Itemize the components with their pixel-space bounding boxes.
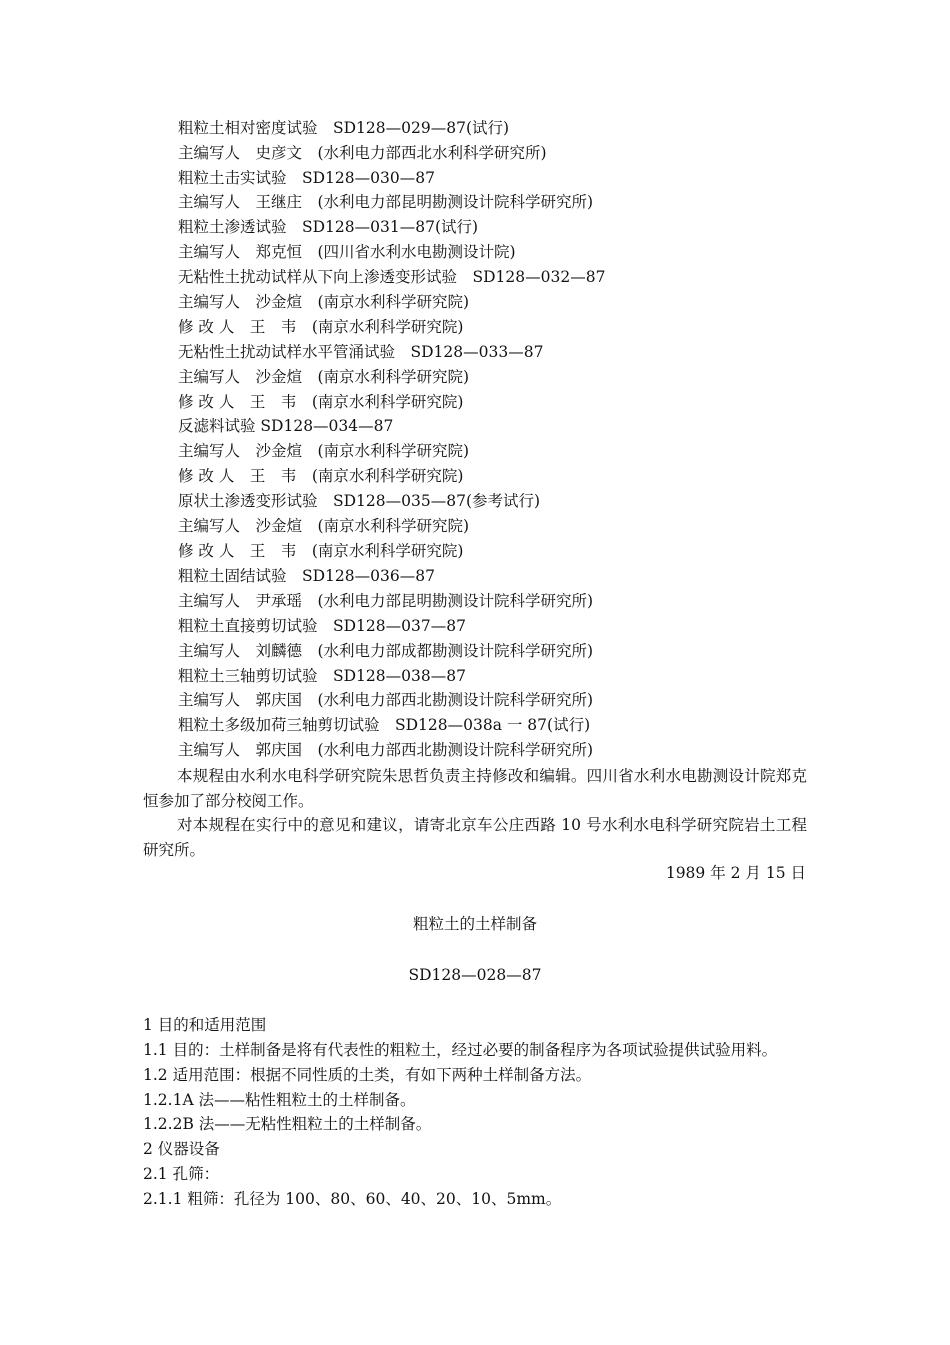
credit-line: 反滤料试验 SD128—034—87: [178, 417, 394, 435]
heading-purpose: 1 目的和适用范围: [143, 1016, 267, 1034]
clause-line: 1.2.1A 法——粘性粗粒土的土样制备。: [143, 1091, 416, 1109]
credit-line: 主编写人 沙金煊 (南京水利科学研究院): [178, 442, 470, 460]
editor-paragraph: 本规程由水利水电科学研究院朱思哲负责主持修改和编辑。四川省水利水电勘测设计院郑克恒参加了部分校阅工作。: [143, 767, 807, 810]
credit-line: 主编写人 尹承瑶 (水利电力部昆明勘测设计院科学研究所): [178, 592, 594, 610]
credit-line: 原状土渗透变形试验 SD128—035—87(参考试行): [178, 492, 541, 510]
section-code: SD128—028—87: [408, 966, 542, 984]
credit-line: 主编写人 郭庆国 (水利电力部西北勘测设计院科学研究所): [178, 741, 594, 759]
document-date: 1989 年 2 月 15 日: [665, 864, 806, 882]
credit-line: 主编写人 王继庄 (水利电力部昆明勘测设计院科学研究所): [178, 193, 594, 211]
clause-line: 1.2 适用范围：根据不同性质的土类，有如下两种土样制备方法。: [143, 1066, 592, 1084]
clause-line: 1.2.2B 法——无粘性粗粒土的土样制备。: [143, 1115, 432, 1133]
credit-line: 主编写人 郑克恒 (四川省水利水电勘测设计院): [178, 243, 516, 261]
feedback-paragraph: 对本规程在实行中的意见和建议，请寄北京车公庄西路 10 号水利水电科学研究院岩土工程研究所。: [143, 816, 807, 859]
credit-line: 主编写人 沙金煊 (南京水利科学研究院): [178, 517, 470, 535]
credit-line: 主编写人 郭庆国 (水利电力部西北勘测设计院科学研究所): [178, 691, 594, 709]
credit-line: 粗粒土相对密度试验 SD128—029—87(试行): [178, 119, 510, 137]
credit-line: 粗粒土三轴剪切试验 SD128—038—87: [178, 667, 466, 685]
credit-line: 粗粒土击实试验 SD128—030—87: [178, 169, 435, 187]
credit-line: 主编写人 史彦文 (水利电力部西北水利科学研究所): [178, 144, 547, 162]
heading-equipment: 2 仪器设备: [143, 1140, 220, 1158]
credit-line: 修 改 人 王 韦 (南京水利科学研究院): [178, 318, 464, 336]
credit-line: 粗粒土渗透试验 SD128—031—87(试行): [178, 218, 479, 236]
credit-line: 修 改 人 王 韦 (南京水利科学研究院): [178, 542, 464, 560]
credit-line: 无粘性土扰动试样水平管涌试验 SD128—033—87: [178, 343, 544, 361]
clause-line: 1.1 目的：土样制备是将有代表性的粗粒土，经过必要的制备程序为各项试验提供试验用料。: [143, 1041, 778, 1059]
credit-line: 修 改 人 王 韦 (南京水利科学研究院): [178, 467, 464, 485]
credit-line: 主编写人 刘麟德 (水利电力部成都勘测设计院科学研究所): [178, 642, 594, 660]
credit-line: 无粘性土扰动试样从下向上渗透变形试验 SD128—032—87: [178, 268, 606, 286]
credit-line: 修 改 人 王 韦 (南京水利科学研究院): [178, 393, 464, 411]
credit-line: 主编写人 沙金煊 (南京水利科学研究院): [178, 293, 470, 311]
clause-line: 2.1 孔筛：: [143, 1165, 220, 1183]
credit-line: 粗粒土直接剪切试验 SD128—037—87: [178, 617, 466, 635]
credit-line: 主编写人 沙金煊 (南京水利科学研究院): [178, 368, 470, 386]
credit-line: 粗粒土固结试验 SD128—036—87: [178, 567, 435, 585]
credit-line: 粗粒土多级加荷三轴剪切试验 SD128—038a 一 87(试行): [178, 716, 591, 734]
section-title: 粗粒土的土样制备: [412, 915, 537, 933]
clause-line: 2.1.1 粗筛：孔径为 100、80、60、40、20、10、5mm。: [143, 1190, 562, 1208]
